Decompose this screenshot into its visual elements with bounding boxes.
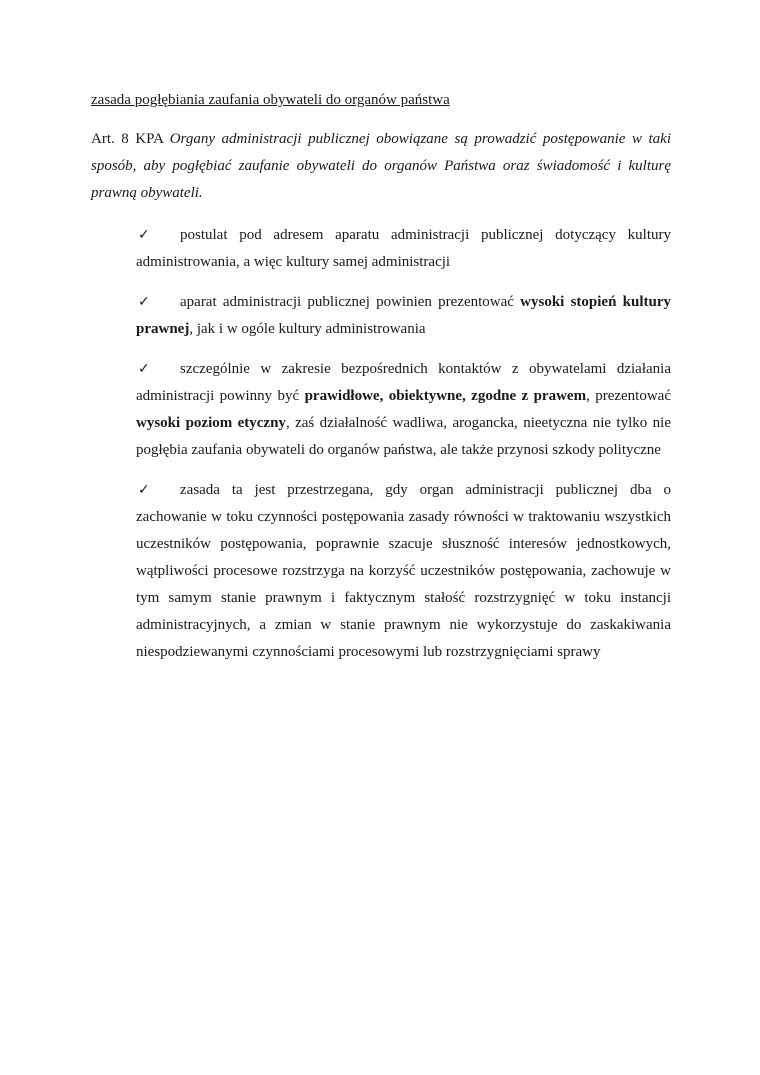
bullet-text: , zaś działalność wadliwa, arogancka, nieetyczna nie tylko nie pogłębia zaufania obywateli do organów państwa, ale także przynosi szkody polityczne: [136, 415, 671, 458]
bullet-bold-text: wysoki poziom etyczny: [136, 415, 286, 431]
list-item: [136, 356, 671, 464]
checkmark-icon: ✓: [138, 482, 150, 498]
article-paragraph: [91, 126, 671, 207]
article-quote: Organy administracji publicznej obowiązane są prowadzić postępowanie w taki sposób, aby pogłębiać zaufanie obywateli do organów Państwa oraz świadomość i kulturę prawną obywateli.: [91, 131, 671, 201]
checkmark-icon: ✓: [138, 361, 150, 377]
bullet-text: , prezentować: [586, 388, 671, 404]
list-item: [136, 477, 671, 666]
article-reference: Art. 8 KPA: [91, 131, 164, 147]
bullet-list: [91, 222, 671, 666]
bullet-text: postulat pod adresem aparatu administracji publicznej dotyczący kultury administrowania, a więc kultury samej administracji: [136, 227, 671, 270]
bullet-bold-text: prawidłowe, obiektywne, zgodne z prawem: [304, 388, 587, 404]
bullet-text: aparat administracji publicznej powinien prezentować: [180, 294, 521, 310]
bullet-bold-text: wysoki stopień kultury prawnej: [136, 294, 671, 337]
list-item: [136, 222, 671, 276]
page-heading: zasada pogłębiania zaufania obywateli do organów państwa: [91, 92, 450, 108]
checkmark-icon: ✓: [138, 227, 150, 243]
list-item: [136, 289, 671, 343]
bullet-text: zasada ta jest przestrzegana, gdy organ administracji publicznej dba o zachowanie w toku czynności postępowania zasady równości w traktowaniu wszystkich uczestników postępowania, poprawnie szacuje słuszność interesów jednostkowych, wątpliwości procesowe rozstrzyga na korzyść uczestników postępowania, zachowuje w tym samym stanie prawnym i faktycznym stałość rozstrzygnięć w toku instancji administracyjnych, a zmian w stanie prawnym nie wykorzystuje do zaskakiwania niespodziewanymi czynnościami procesowymi lub rozstrzygnięciami sprawy: [136, 482, 671, 660]
document-page: [91, 88, 671, 679]
bullet-text: szczególnie w zakresie bezpośrednich kontaktów z obywatelami działania administracji powinny być: [136, 361, 671, 404]
checkmark-icon: ✓: [138, 294, 150, 310]
bullet-text: , jak i w ogóle kultury administrowania: [189, 321, 426, 337]
